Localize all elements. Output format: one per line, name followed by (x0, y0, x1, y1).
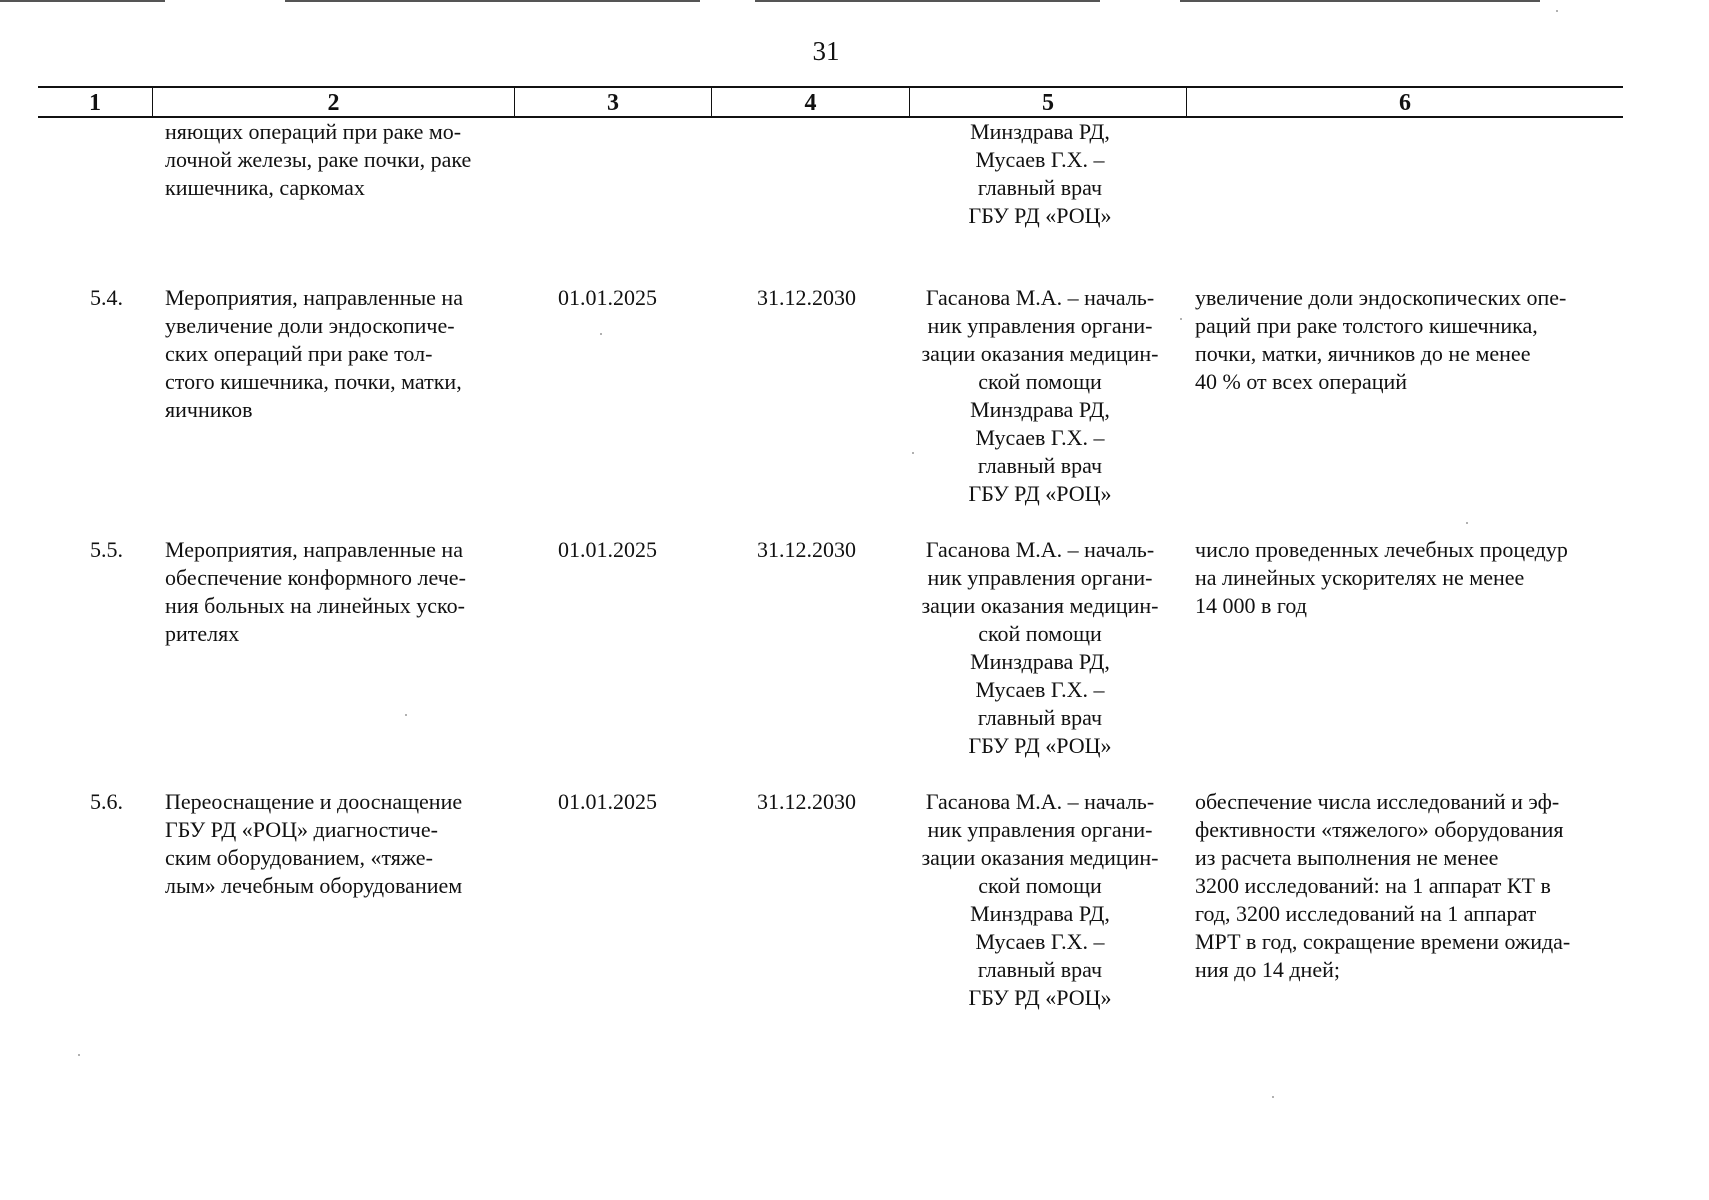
top-edge-rule (0, 0, 165, 2)
scan-speck (1466, 522, 1468, 524)
responsible-cell: Гасанова М.А. – началь- ник управления органи- зации оказания медицин- ской помощи Минздрава РД, Мусаев Г.Х. – главный врач ГБУ РД «РОЦ» (921, 537, 1159, 758)
result-cell: обеспечение числа исследований и эф- фективности «тяжелого» оборудования из расчета выполнения не менее 3200 исследований: на 1 аппарат КТ в год, 3200 исследований на 1 аппарат МРТ в год, сокращение времени ожида- ния до 14 дней; (1195, 789, 1571, 982)
scan-speck (1272, 1096, 1274, 1098)
measure-cell: Мероприятия, направленные на обеспечение конформного лече- ния больных на линейных уско- рителях (165, 537, 466, 646)
result-cell: число проведенных лечебных процедур на линейных ускорителях не менее 14 000 в год (1195, 537, 1568, 618)
scan-speck (1180, 318, 1182, 320)
measure-cell: Мероприятия, направленные на увеличение доли эндоскопиче- ских операций при раке тол- стого кишечника, почки, матки, яичников (165, 285, 463, 422)
page-number: 31 (812, 36, 840, 66)
scan-speck (78, 1054, 80, 1056)
measure-cell: Переоснащение и дооснащение ГБУ РД «РОЦ» диагностиче- ским оборудованием, «тяже- лым» лечебным оборудованием (165, 789, 463, 898)
row-number: 5.4. (90, 285, 123, 310)
start-date-cell: 01.01.2025 (558, 537, 657, 562)
responsible-cell: Минздрава РД, Мусаев Г.Х. – главный врач ГБУ РД «РОЦ» (968, 119, 1112, 228)
column-header: 2 (153, 88, 515, 116)
scan-speck (600, 333, 602, 335)
scan-speck (912, 452, 914, 454)
end-date-cell: 31.12.2030 (757, 537, 856, 562)
scan-speck (405, 714, 407, 716)
end-date-cell: 31.12.2030 (757, 285, 856, 310)
start-date-cell: 01.01.2025 (558, 789, 657, 814)
column-header: 6 (1399, 90, 1411, 116)
column-header: 3 (515, 88, 712, 116)
result-cell: увеличение доли эндоскопических опе- раций при раке толстого кишечника, почки, матки, яичников до не менее 40 % от всех операций (1195, 285, 1567, 394)
responsible-cell: Гасанова М.А. – началь- ник управления органи- зации оказания медицин- ской помощи Минздрава РД, Мусаев Г.Х. – главный врач ГБУ РД «РОЦ» (921, 789, 1159, 1010)
top-edge-rule (285, 0, 700, 2)
row-number: 5.5. (90, 537, 123, 562)
column-header: 1 (38, 88, 153, 116)
end-date-cell: 31.12.2030 (757, 789, 856, 814)
responsible-cell: Гасанова М.А. – началь- ник управления органи- зации оказания медицин- ской помощи Минздрава РД, Мусаев Г.Х. – главный врач ГБУ РД «РОЦ» (921, 285, 1159, 506)
scan-speck (1556, 10, 1558, 12)
top-edge-rule (1180, 0, 1540, 2)
column-header: 4 (712, 88, 910, 116)
top-edge-rule (755, 0, 1100, 2)
row-number: 5.6. (90, 789, 123, 814)
measure-cell: няющих операций при раке мо- лочной железы, раке почки, раке кишечника, саркомах (165, 119, 472, 200)
table-header (38, 86, 1623, 118)
start-date-cell: 01.01.2025 (558, 285, 657, 310)
column-header: 5 (910, 88, 1187, 116)
